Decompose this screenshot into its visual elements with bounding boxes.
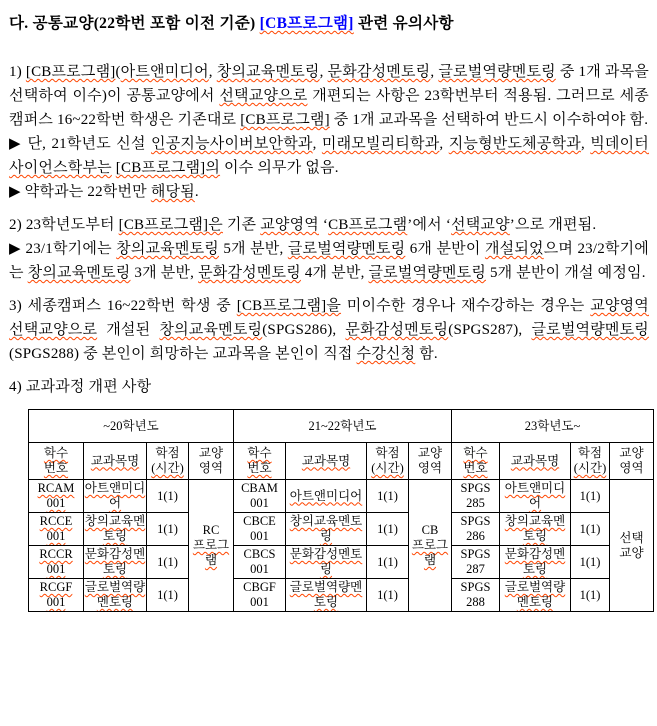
text-run: 001 (250, 496, 269, 510)
text-run: [CB프로그램]의 (115, 160, 221, 176)
course-name-cell (84, 513, 147, 546)
text-run: 미래모빌리티학과 (321, 136, 440, 152)
text-run: 번호 (463, 461, 488, 475)
text-run: 288 (466, 595, 485, 609)
text-run: 4개 분반, (300, 265, 369, 281)
text-run: 창의교육멘토링 (289, 514, 363, 543)
text-run: 1(1) (579, 554, 601, 569)
text-run: 교과목명 (301, 453, 351, 468)
course-number-header (452, 443, 500, 480)
year-group-header: 23학년도~ (452, 410, 654, 443)
course-code-cell (452, 513, 500, 546)
course-name-cell (84, 480, 147, 513)
credit-header (367, 443, 409, 480)
text-run: 프로그램 (192, 538, 230, 567)
text-run: RCGF (39, 580, 73, 594)
text-run: 001 (250, 562, 269, 576)
cb-program-link[interactable]: [CB프로그램] (259, 15, 354, 32)
paragraph-2 (9, 213, 649, 237)
course-code-cell (29, 579, 84, 612)
year-group-header: ~20학년도 (29, 410, 234, 443)
text-run: 선택교양 (451, 217, 510, 233)
credit-cell (147, 579, 189, 612)
course-code-cell (234, 546, 286, 579)
text-run: 영역 (619, 461, 644, 475)
text-run: CB (421, 523, 439, 537)
course-name-header (500, 443, 571, 480)
text-run: 285 (466, 496, 485, 510)
course-name-cell (500, 579, 571, 612)
text-run: , (439, 136, 449, 152)
text-run: 1(1) (377, 587, 398, 602)
text-run: 학수 (43, 446, 69, 460)
area-header (610, 443, 654, 480)
paragraph-1-bullet-1 (9, 132, 649, 180)
text-run: (시간) (151, 461, 184, 475)
text-run: 1(1) (377, 488, 398, 503)
text-run: 5개 분반이 개설 예정임. (486, 265, 646, 281)
text-run: 학점 (155, 446, 180, 460)
text-run: 1(1) (579, 488, 601, 503)
course-code-cell (234, 513, 286, 546)
text-run: 교양 (417, 446, 443, 460)
text-run: 해당됨 (150, 184, 195, 200)
year-group-header: 21~22학년도 (234, 410, 452, 443)
text-run: 개편되는 사항은 23학번부터 적용됨. 그러므로 세종캠퍼스 16~22학번 학생은 기존대로 (9, 88, 649, 128)
text-run: SPGS (460, 481, 491, 495)
text-run: 글로벌역량멘토링 (438, 64, 556, 80)
text-run: 선택교양으로 (219, 88, 308, 104)
text-run: 선택교양으로 (9, 322, 98, 338)
text-run: [CB프로그램] (25, 64, 116, 80)
text-run: ( (115, 64, 121, 80)
text-run: 287 (466, 562, 485, 576)
text-run: 5개 분반, (218, 241, 288, 257)
text-run: 영역 (417, 461, 443, 475)
credit-cell (367, 546, 409, 579)
text-run: 1(1) (157, 521, 178, 536)
text-run: 1) (9, 64, 26, 80)
blank-line (9, 204, 649, 213)
course-name-cell (286, 480, 367, 513)
text-run: 학수 (463, 446, 488, 460)
text-run: 빅데이터사이언스학부는 (9, 136, 649, 176)
text-run: CBCE (243, 514, 276, 528)
course-name-cell (84, 546, 147, 579)
text-run: 3개 분반, (130, 265, 199, 281)
paragraph-4-heading (9, 375, 649, 399)
text-run: RCAM (37, 481, 75, 495)
text-run: 함. (415, 346, 438, 362)
text-run: 교과목명 (510, 453, 560, 468)
blank-line (9, 366, 649, 375)
text-run: 관련 유의사항 (353, 15, 454, 32)
credit-cell (147, 513, 189, 546)
course-name-cell (500, 513, 571, 546)
text-run: . (194, 184, 199, 200)
text-run: , (580, 136, 591, 152)
paragraph-3 (9, 294, 649, 366)
text-run: 교과목명 (90, 453, 140, 468)
text-run: 글로벌역량멘토링 (287, 241, 406, 257)
paragraph-2-bullet-1 (9, 237, 649, 285)
text-run: 1(1) (157, 587, 178, 602)
text-run: ▶ 23/1학기에는 (9, 241, 117, 257)
text-run: 학점 (375, 446, 400, 460)
text-run: 아트앤미디어 (504, 481, 566, 510)
text-run: 글로벌역량멘토링 (84, 580, 146, 609)
text-run: 개설된 (97, 322, 160, 338)
course-name-header (84, 443, 147, 480)
text-run: 1(1) (579, 521, 601, 536)
text-run: 이수 의무가 없음. (220, 160, 339, 176)
text-run: , (430, 64, 439, 80)
area-header (189, 443, 234, 480)
text-run: 지능형반도체공학과 (448, 136, 581, 152)
course-code-cell (452, 579, 500, 612)
text-run: SPGS (460, 580, 491, 594)
text-run: 문화감성멘토링 (84, 547, 146, 576)
text-run: SPGS (460, 547, 491, 561)
text-run: 영역 (198, 461, 224, 475)
text-run: 1(1) (377, 521, 398, 536)
text-run: 개설되었 (484, 241, 544, 257)
text-run: 글로벌역량멘토링 (368, 265, 487, 281)
blank-line (9, 285, 649, 294)
text-run: 6개 분반이 (405, 241, 485, 257)
credit-header (147, 443, 189, 480)
credit-cell (571, 579, 610, 612)
credit-cell (367, 579, 409, 612)
text-run: ▶ 약학과는 22학번만 (9, 184, 151, 200)
text-run: 학수 (247, 446, 272, 460)
area-cell (189, 480, 234, 612)
course-name-cell (84, 579, 147, 612)
credit-cell (571, 480, 610, 513)
course-code-cell (29, 546, 84, 579)
text-run: 글로벌역량멘토링 (289, 580, 363, 609)
text-run: 4) 교과과정 개편 사항 (9, 379, 152, 395)
text-run: 중 1개 과목을 선택하여 이수)이 공통교양에서 (9, 64, 649, 104)
text-run: 001 (46, 562, 66, 576)
course-code-cell (234, 480, 286, 513)
text-run: 문화감성멘토링 (504, 547, 566, 576)
text-run: 중 1개 교과목을 선택하여 반드시 이수하여야 함. (329, 112, 649, 128)
blank-line (9, 36, 649, 60)
text-run: 선택 (619, 530, 644, 545)
text-run: 문화감성멘토링 (327, 64, 431, 80)
text-run: RCCE (39, 514, 73, 528)
course-name-header (286, 443, 367, 480)
text-run: 번호 (247, 461, 272, 475)
text-run: 001 (250, 595, 269, 609)
text-run: 001 (250, 529, 269, 543)
course-code-cell (29, 513, 84, 546)
text-run: 창의교육멘토링 (159, 322, 263, 338)
area-cell (409, 480, 452, 612)
course-name-cell (286, 546, 367, 579)
credit-cell (571, 513, 610, 546)
text-run: (SPGS288) 중 본인이 희망하는 교과목을 본인이 직접 (9, 346, 357, 362)
course-name-cell (286, 513, 367, 546)
text-run: [CB프로그램] (240, 112, 330, 128)
text-run: 1(1) (157, 488, 178, 503)
text-run: 아트앤미디어 (120, 64, 209, 80)
text-run: 문화감성멘토링 (289, 547, 363, 576)
area-cell (610, 480, 654, 612)
text-run: 286 (466, 529, 485, 543)
text-run: ’으로 개편됨. (509, 217, 597, 233)
text-run: (SPGS287), (448, 322, 532, 338)
text-run: 001 (46, 529, 66, 543)
text-run: 1(1) (377, 554, 398, 569)
text-run: CBGF (243, 580, 276, 594)
text-run: CB프로그램 (328, 217, 408, 233)
text-run: 문화감성멘토링 (198, 265, 301, 281)
course-code-cell (452, 480, 500, 513)
text-run: 으며 23/2학기에는 (9, 241, 649, 281)
text-run: 기존 (222, 217, 261, 233)
text-run: 글로벌역량멘토링 (504, 580, 566, 609)
course-number-header (29, 443, 84, 480)
text-run: 프로그램 (411, 538, 449, 567)
text-run: , (208, 64, 217, 80)
text-run: (시간) (371, 461, 404, 475)
course-number-header (234, 443, 286, 480)
text-run: [CB프로그램]은 (118, 217, 223, 233)
credit-header (571, 443, 610, 480)
text-run: 2) 23학년도부터 (9, 217, 119, 233)
text-run: [CB프로그램]을 (236, 298, 342, 314)
credit-cell (147, 480, 189, 513)
text-run: , (319, 64, 328, 80)
text-run: 문화감성멘토링 (345, 322, 449, 338)
area-header (409, 443, 452, 480)
text-run: 교양 (619, 446, 644, 460)
text-run: RCCR (39, 547, 73, 561)
text-run: 수강신청 (356, 346, 416, 362)
text-run: ’에서 ‘ (407, 217, 452, 233)
text-run: 001 (46, 595, 66, 609)
text-run: 1(1) (579, 587, 601, 602)
credit-cell (571, 546, 610, 579)
text-run: 번호 (43, 461, 69, 475)
credit-cell (147, 546, 189, 579)
text-run: RC (202, 523, 220, 537)
credit-cell (367, 513, 409, 546)
course-code-cell (29, 480, 84, 513)
text-run: 다. 공통교양(22학번 포함 이전 기준) (9, 15, 260, 32)
text-run: CBAM (241, 481, 278, 495)
text-run: 창의교육멘토링 (216, 64, 320, 80)
text-run: 창의교육멘토링 (504, 514, 566, 543)
document-title (9, 12, 649, 36)
text-run: (SPGS286), (262, 322, 346, 338)
text-run: CBCS (243, 547, 276, 561)
text-run: 창의교육멘토링 (27, 265, 131, 281)
text-run: 교양영역 (260, 217, 319, 233)
paragraph-1-bullet-2 (9, 180, 649, 204)
text-run: ▶ 단, 21학년도 신설 (9, 136, 151, 152)
text-run: 001 (46, 496, 66, 510)
text-run: 인공지능사이버보안학과 (151, 136, 313, 152)
course-name-cell (500, 480, 571, 513)
text-run: 미이수한 경우나 재수강하는 경우는 (341, 298, 591, 314)
course-code-cell (234, 579, 286, 612)
text-run: 아트앤미디어 (289, 488, 363, 503)
text-run: 글로벌역량멘토링 (531, 322, 649, 338)
course-name-cell (286, 579, 367, 612)
text-run: ‘ (318, 217, 329, 233)
text-run: 창의교육멘토링 (84, 514, 146, 543)
curriculum-table (28, 409, 654, 612)
text-run: 아트앤미디어 (84, 481, 146, 510)
course-name-cell (500, 546, 571, 579)
credit-cell (367, 480, 409, 513)
text-run: SPGS (460, 514, 491, 528)
paragraph-1 (9, 60, 649, 132)
text-run: 교양 (198, 446, 224, 460)
text-run: 교양영역 (590, 298, 649, 314)
course-code-cell (452, 546, 500, 579)
text-run: 창의교육멘토링 (116, 241, 219, 257)
text-run: , (312, 136, 322, 152)
text-run: 3) 세종캠퍼스 16~22학번 학생 중 (9, 298, 237, 314)
text-run: (시간) (573, 461, 607, 475)
text-run: 교양 (619, 545, 644, 560)
text-run: 학점 (577, 446, 603, 460)
text-run: 1(1) (157, 554, 178, 569)
